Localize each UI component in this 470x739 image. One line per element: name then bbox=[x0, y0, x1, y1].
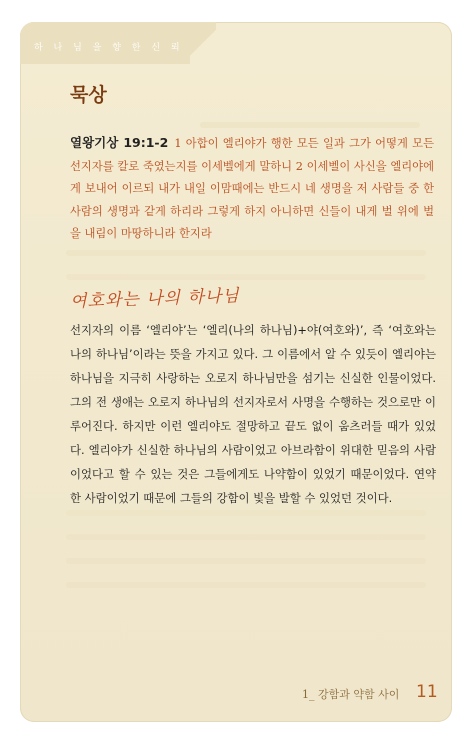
meditation-body: 선지자의 이름 ‘엘리야’는 ‘엘리(나의 하나님)+야(여호와)’, 즉 ‘여호와는 나의 하나님’이라는 뜻을 가지고 있다. 그 이름에서 알 수 있듯이 엘리야는 하나님을 지극히 사랑하는 오로지 하나님만을 섬기는 신실한 인물이었다. 그의 전 생애는 오로지 하나님의 선지자로서 사명을 수행하는 것으로만 이루어진다. 하지만 이런 엘리야도 절망하고 끝도 없이 움츠러들 때가 있었다. 엘리야가 신실한 하나님의 사람이었고 아브라함이 위대한 믿음의 사람이었다고 할 수 있는 것은 그들에게도 나약함이 있었기 때문이었다. 연약한 사람이었기 때문에 그들의 강함이 빛을 발할 수 있었던 것이다. bbox=[70, 323, 436, 505]
scripture-reference: 열왕기상 19:1-2 bbox=[70, 135, 169, 150]
book-title-tab: 하 나 님 을 향 한 신 뢰 bbox=[34, 43, 184, 53]
section-title: 묵상 bbox=[70, 84, 107, 106]
tab-notch bbox=[190, 22, 216, 64]
page bbox=[20, 22, 452, 722]
scripture-passage bbox=[70, 132, 434, 246]
header-tab bbox=[20, 22, 452, 66]
page-number: 11 bbox=[416, 682, 438, 702]
scripture-text: 1 아합이 엘리야가 행한 모든 일과 그가 어떻게 모든 선지자를 칼로 죽였는지를 이세벨에게 말하니 2 이세벨이 사신을 엘리야에게 보내어 이르되 내가 내일 이맘때에는 반드시 네 생명을 저 사람들 중 한 사람의 생명과 같게 하리라 그렇게 하지 아니하면 신들이 내게 벌 위에 벌을 내림이 마땅하니라 한지라 bbox=[70, 137, 434, 240]
chapter-footer: 1_ 강함과 약함 사이 bbox=[302, 688, 400, 701]
meditation-heading: 여호와는 나의 하나님 bbox=[69, 286, 240, 312]
